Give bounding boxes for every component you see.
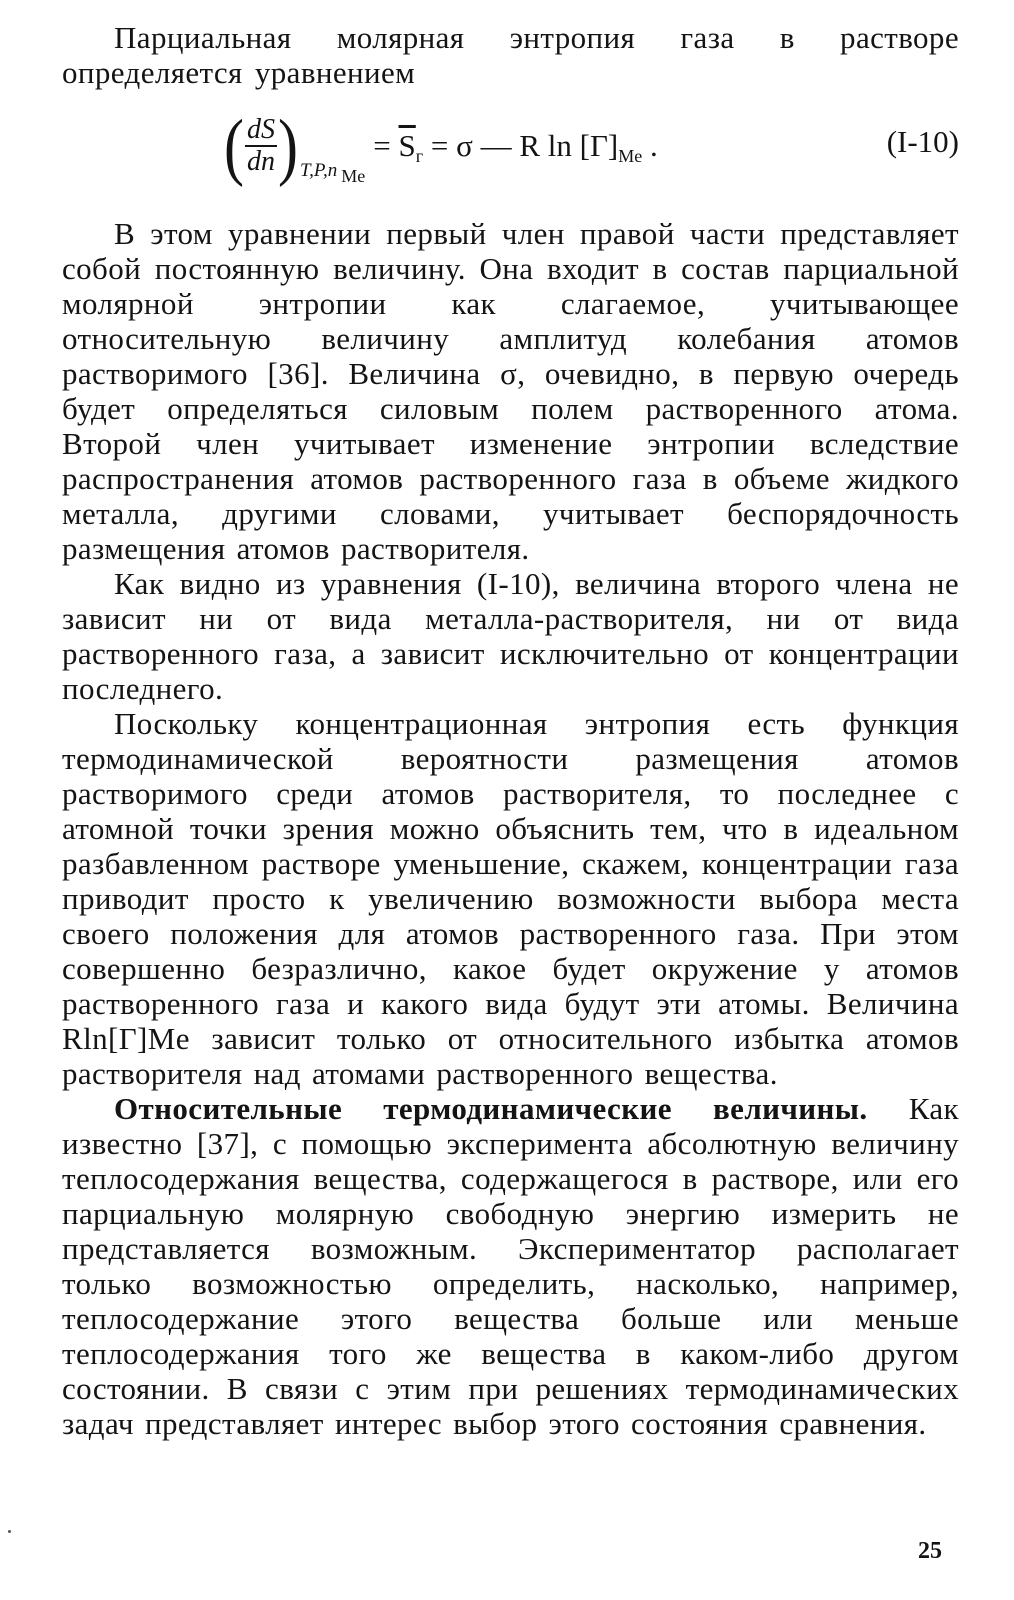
equation-number: (I-10) — [886, 124, 959, 159]
paragraph-4 — [62, 1091, 959, 1441]
page-content — [62, 20, 959, 1441]
paragraph-1: В этом уравнении первый член правой части представляет собой постоянную величину. Она входит в состав парциальной молярной энтропии как слагаемое, учитывающее относительную величину амплитуд колебания атомов растворимого [36]. Величина σ, очевидно, в первую очередь будет определяться силовым полем растворенного атома. Второй член учитывает изменение энтропии вследствие распространения атомов растворенного газа в объеме жидкого металла, другими словами, учитывает беспорядочность размещения атомов растворителя. — [62, 216, 959, 566]
rhs-me: Me — [618, 146, 643, 166]
partial-entropy-symbol: $\overline{S}$ — [398, 128, 416, 163]
subscript-vars: T,P,n — [299, 160, 338, 181]
eq-sign: = — [373, 128, 399, 163]
left-paren: ( — [224, 104, 244, 188]
equation-body — [224, 106, 658, 186]
intro-paragraph: Парциальная молярная энтропия газа в растворе определяется уравнением — [62, 20, 959, 90]
page-number: 25 — [918, 1538, 942, 1564]
equation-block — [62, 100, 959, 192]
right-paren: ) — [277, 104, 298, 188]
rhs-end: . — [642, 128, 658, 163]
scan-speck — [8, 1530, 11, 1533]
paragraph-3: Поскольку концентрационная энтропия есть функция термодинамической вероятности размещения атомов растворимого среди атомов растворителя, то последнее с атомной точки зрения можно объяснить тем, что в идеальном разбавленном растворе уменьшение, скажем, концентрации газа приводит просто к увеличению возможности выбора места своего положения для атомов растворенного газа. При этом совершенно безразлично, какое будет окружение у атомов растворенного газа и какого вида будут эти атомы. Величина Rln[Г]Me зависит только от относительного избытка атомов растворителя над атомами растворенного вещества. — [62, 706, 959, 1091]
fraction-denominator: dn — [246, 146, 275, 177]
subscript-me: Me — [341, 166, 366, 186]
paragraph-4-text: Как известно [37], с помощью эксперимента абсолютную величину теплосодержания вещества, содержащегося в растворе, или его парциальную молярную свободную энергию измерить не представляется возможным. Экспериментатор располагает только возможностью определить, насколько, например, теплосодержание этого вещества больше или меньше теплосодержания того же вещества в каком-либо другом состоянии. В связи с этим при решениях термодинамических задач представляет интерес выбор этого состояния сравнения. — [62, 1091, 959, 1441]
equation-rhs — [373, 128, 657, 164]
rhs-rest: = σ — R ln [Г] — [423, 128, 619, 163]
section-lead-heading: Относительные термодинамические величины. — [114, 1091, 868, 1126]
fraction-numerator: dS — [246, 114, 275, 145]
paragraph-2: Как видно из уравнения (I-10), величина второго члена не зависит ни от вида металла-растворителя, ни от вида растворенного газа, а зависит исключительно от концентрации последнего. — [62, 566, 959, 706]
derivative-fraction — [245, 115, 277, 177]
derivative-subscript — [299, 160, 366, 186]
partial-entropy-sub: г — [415, 146, 424, 166]
